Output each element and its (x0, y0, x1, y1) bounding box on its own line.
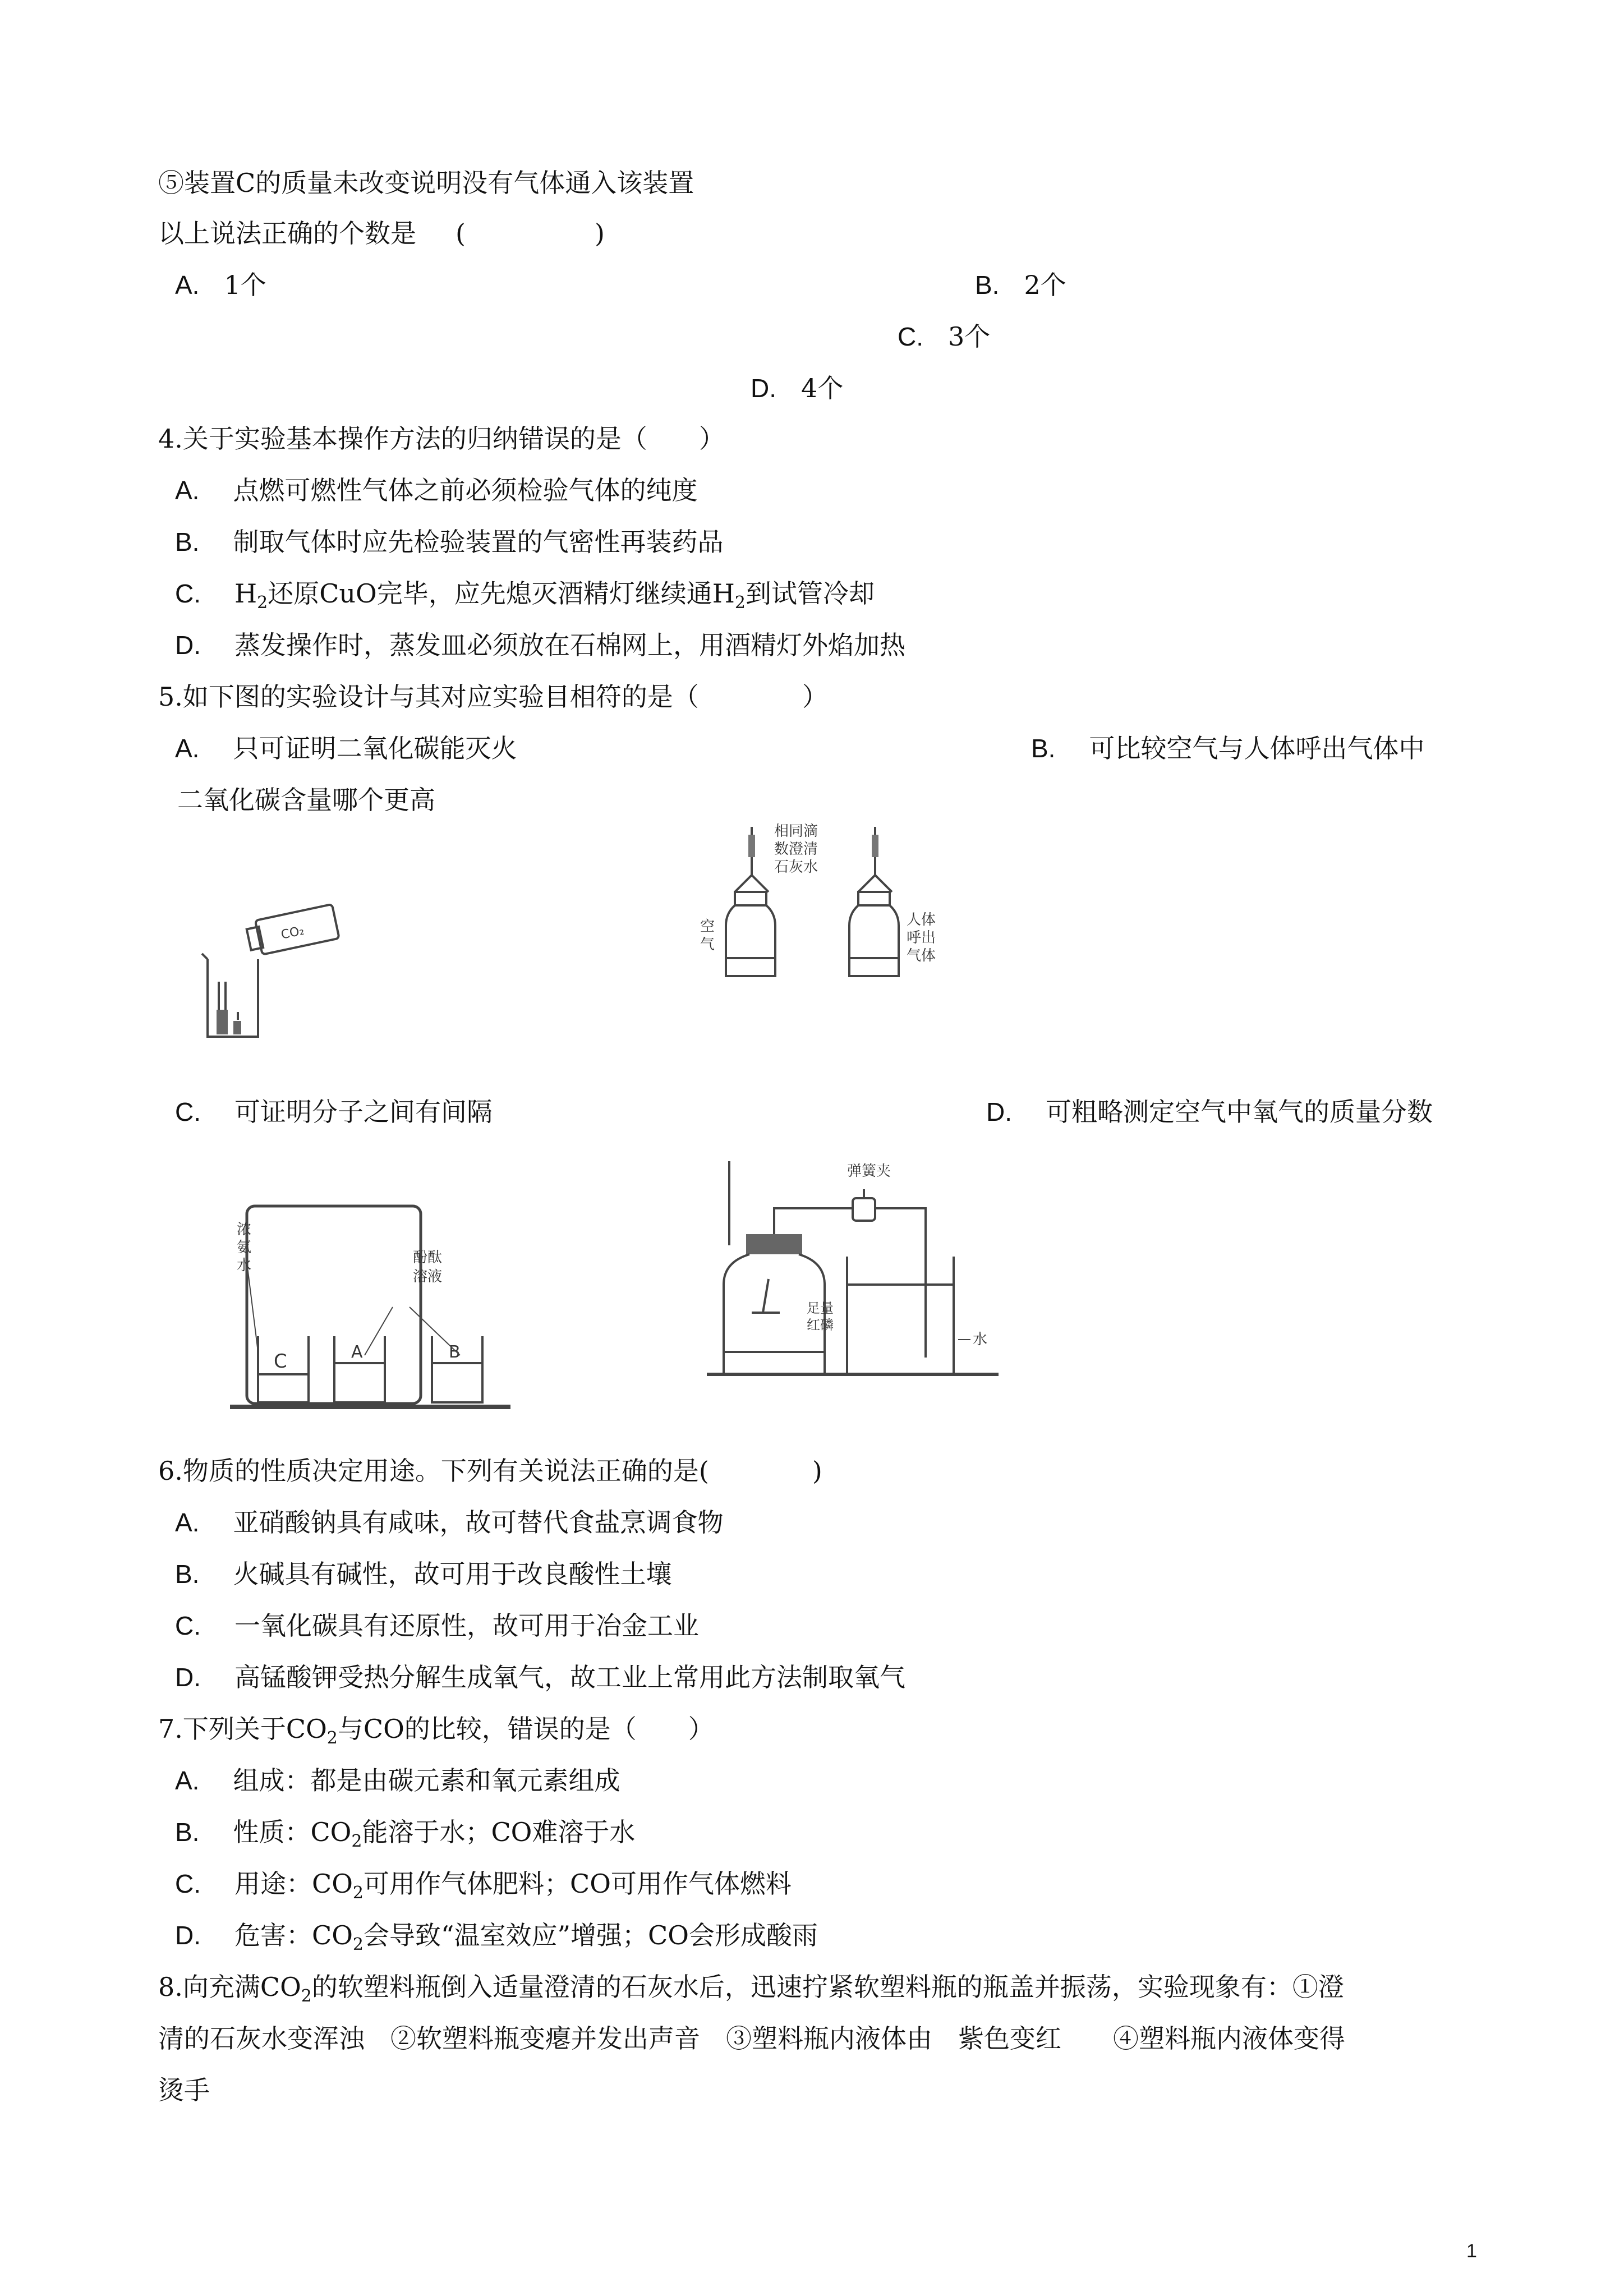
q5-option-b (1031, 731, 1424, 765)
option-text: 还原CuO完毕，应先熄灭酒精灯继续通H (268, 578, 735, 609)
subscript: 2 (301, 1986, 312, 2007)
q3-statement-5: ⑤装置C的质量未改变说明没有气体通入该装置 (158, 168, 694, 198)
option-text: 组成：都是由碳元素和氧元素组成 (233, 1765, 620, 1796)
option-text: 一氧化碳具有还原性，故可用于冶金工业 (234, 1611, 699, 1641)
stem-text: 7.下列关于CO (158, 1714, 327, 1744)
q8-line-2: 清的石灰水变浑浊 ②软塑料瓶变瘪并发出声音 ③塑料瓶内液体由 紫色变红 ④塑料瓶内液体变得 (158, 2023, 1345, 2054)
svg-text:气体: 气体 (907, 947, 936, 964)
q3-answer-paren: ( ) (456, 218, 605, 249)
q5-option-a (175, 731, 517, 765)
page-number: 1 (1466, 2240, 1477, 2262)
option-text-h2: H (234, 578, 257, 609)
q6-stem: 6.物质的性质决定用途。下列有关说法正确的是( ) (158, 1456, 822, 1486)
figure-a-label: CO₂ (279, 923, 306, 942)
subscript: 2 (257, 593, 268, 613)
option-letter: C. (175, 579, 201, 608)
figure-a-co2-candles (196, 898, 365, 1049)
stem-text: 与CO的比较，错误的是（ ） (337, 1714, 714, 1744)
option-letter: B. (1031, 734, 1056, 763)
figure-c-molecule-gaps (224, 1189, 516, 1419)
q7-option-d (175, 1918, 818, 1962)
subscript: 2 (352, 1883, 364, 1903)
option-letter: A. (175, 476, 200, 505)
q7-option-b (175, 1815, 635, 1858)
option-letter: A. (175, 1508, 200, 1537)
option-text: 高锰酸钾受热分解生成氧气，故工业上常用此方法制取氧气 (234, 1662, 905, 1692)
option-text: 3个 (948, 321, 991, 352)
q6-option-b (175, 1557, 671, 1591)
option-text: 1个 (224, 270, 266, 300)
svg-text:水: 水 (237, 1257, 252, 1274)
q4-option-a (175, 473, 697, 507)
q3-option-b (975, 268, 1066, 302)
q3-option-a (175, 268, 266, 302)
option-letter: B. (175, 1818, 200, 1847)
option-text: 只可证明二氧化碳能灭火 (233, 733, 517, 763)
q4-option-c (175, 577, 875, 620)
option-text: 危害：CO (234, 1920, 353, 1950)
figure-b-breath-co2 (696, 819, 987, 987)
option-letter: C. (898, 322, 923, 351)
svg-text:呼出: 呼出 (907, 930, 936, 946)
option-letter: D. (175, 1663, 201, 1692)
option-text: 亚硝酸钠具有咸味，故可替代食盐烹调食物 (233, 1507, 724, 1538)
option-letter: B. (975, 270, 1000, 300)
option-text: 4个 (801, 373, 844, 403)
q3-prompt-text: 以上说法正确的个数是 (158, 218, 416, 249)
svg-text:弹簧夹: 弹簧夹 (847, 1163, 891, 1180)
q7-stem (158, 1712, 714, 1755)
q3-option-d (751, 371, 843, 405)
q7-option-a (175, 1764, 620, 1797)
option-text: 制取气体时应先检验装置的气密性再装药品 (233, 527, 724, 557)
svg-text:氨: 氨 (237, 1239, 252, 1256)
svg-text:红磷: 红磷 (807, 1317, 834, 1333)
option-text: 能溶于水；CO难溶于水 (362, 1817, 636, 1847)
q3-option-c (898, 320, 990, 353)
option-letter: C. (175, 1869, 201, 1898)
option-text: 性质：CO (233, 1817, 352, 1847)
figure-d-oxygen-content (707, 1150, 999, 1386)
svg-text:足量: 足量 (807, 1300, 834, 1316)
q4-option-b (175, 525, 723, 559)
svg-text:B: B (449, 1342, 461, 1362)
option-text: 可用作气体肥料；CO可用作气体燃料 (364, 1869, 792, 1899)
svg-text:数澄清: 数澄清 (774, 841, 818, 858)
svg-text:C: C (274, 1350, 287, 1373)
svg-text:人体: 人体 (907, 912, 936, 928)
option-letter: C. (175, 1097, 201, 1126)
q8-line-1 (158, 1970, 1344, 2013)
option-text: 蒸发操作时，蒸发皿必须放在石棉网上，用酒精灯外焰加热 (234, 630, 905, 660)
q4-option-d (175, 628, 905, 662)
q7-option-c (175, 1867, 792, 1910)
option-letter: A. (175, 270, 200, 300)
option-letter: C. (175, 1611, 201, 1640)
q5-option-b-continued: 二氧化碳含量哪个更高 (177, 785, 435, 815)
q6-option-d (175, 1660, 905, 1694)
option-text: 2个 (1024, 270, 1066, 300)
option-letter: D. (986, 1097, 1012, 1126)
q8-line-3: 烫手 (158, 2075, 210, 2105)
subscript: 2 (326, 1728, 338, 1749)
svg-text:水: 水 (973, 1331, 988, 1348)
option-text: 可证明分子之间有间隔 (234, 1097, 493, 1127)
option-letter: A. (175, 1766, 200, 1795)
stem-text: 的软塑料瓶倒入适量澄清的石灰水后，迅速拧紧软塑料瓶的瓶盖并振荡，实验现象有：①澄 (311, 1972, 1344, 2002)
svg-text:相同滴: 相同滴 (774, 823, 818, 840)
q3-prompt (158, 217, 605, 250)
option-text: 火碱具有碱性，故可用于改良酸性土壤 (233, 1559, 672, 1589)
q5-stem: 5.如下图的实验设计与其对应实验目相符的是（ ） (158, 682, 828, 712)
subscript: 2 (351, 1832, 362, 1852)
svg-text:A: A (351, 1342, 363, 1362)
subscript: 2 (352, 1935, 364, 1955)
option-letter: D. (175, 1921, 201, 1950)
svg-text:石灰水: 石灰水 (774, 859, 818, 876)
option-text: 可比较空气与人体呼出气体中 (1089, 733, 1425, 763)
q5-option-c (175, 1095, 493, 1129)
option-text: 点燃可燃性气体之前必须检验气体的纯度 (233, 475, 698, 505)
option-letter: B. (175, 1559, 200, 1589)
subscript: 2 (734, 593, 746, 613)
option-text: 到试管冷却 (745, 578, 875, 609)
svg-text:气: 气 (700, 936, 715, 953)
q5-option-d (986, 1095, 1433, 1129)
option-letter: B. (175, 527, 200, 556)
option-text: 用途：CO (234, 1869, 353, 1899)
option-letter: A. (175, 734, 200, 763)
q6-option-a (175, 1506, 723, 1539)
option-letter: D. (175, 631, 201, 660)
stem-text: 8.向充满CO (158, 1972, 301, 2002)
q6-option-c (175, 1609, 699, 1642)
svg-text:浓: 浓 (237, 1221, 252, 1238)
option-letter: D. (751, 374, 776, 403)
svg-text:酚酞: 酚酞 (413, 1249, 443, 1266)
svg-text:溶液: 溶液 (413, 1268, 443, 1285)
q4-stem: 4.关于实验基本操作方法的归纳错误的是（ ） (158, 424, 725, 454)
svg-text:空: 空 (700, 918, 715, 935)
option-text: 会导致“温室效应”增强；CO会形成酸雨 (364, 1920, 818, 1950)
option-text: 可粗略测定空气中氧气的质量分数 (1046, 1097, 1433, 1127)
